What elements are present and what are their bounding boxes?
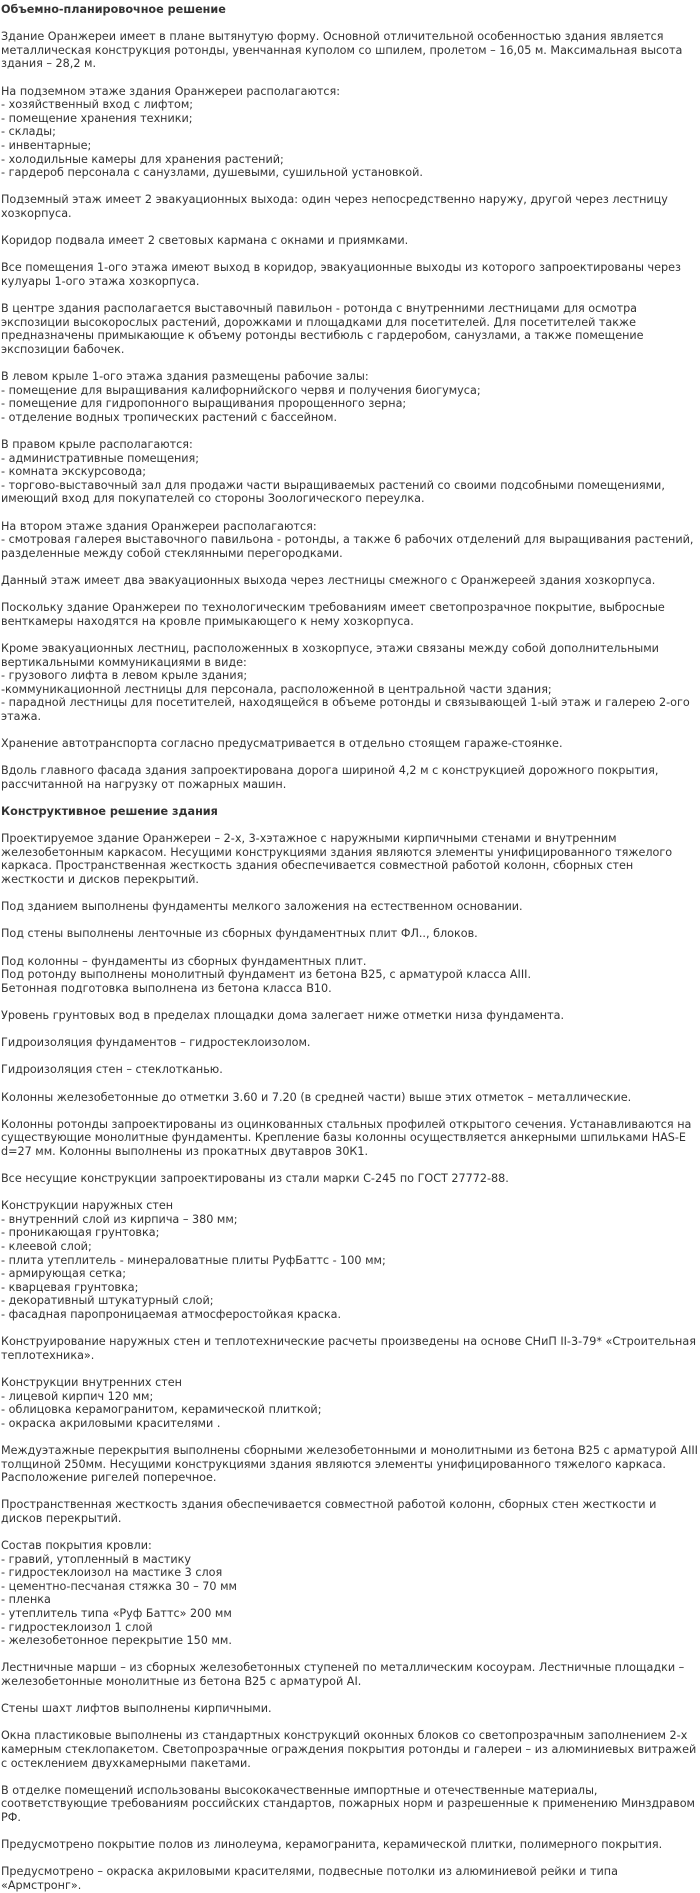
paragraph (1, 1539, 699, 1648)
paragraph (1, 1036, 699, 1050)
paragraph (1, 1865, 699, 1892)
paragraph-text: На подземном этаже здания Оранжереи располагаются: (1, 84, 341, 98)
list-item: - помещение для выращивания калифорнийского червя и получения биогумуса; (1, 383, 481, 397)
paragraph (1, 1199, 699, 1321)
list-item: - торгово-выставочный зал для продажи части выращиваемых растений со своими подсобными помещениями, имеющий вход для покупателей со стороны Зоологического переулка. (1, 478, 665, 506)
list-item: - смотровая галерея выставочного павильона - ротонды, а также 6 рабочих отделений для выращивания растений, разделенные между собой стеклянными перегородками. (1, 533, 694, 560)
paragraph (1, 520, 699, 561)
list-item: - плита утеплитель - минераловатные плиты РуфБаттс - 100 мм; (1, 1253, 386, 1267)
paragraph-text: Вдоль главного фасада здания запроектирована дорога шириной 4,2 м с конструкцией дорожного покрытия, рассчитанной на нагрузку от пожарных машин. (1, 764, 659, 791)
paragraph (1, 438, 699, 506)
list-item: - холодильные камеры для хранения растений; (1, 152, 284, 166)
paragraph (1, 601, 699, 628)
paragraph-text: Предусмотрено – окраска акриловыми красителями, подвесные потолки из алюминиевой рейки и типа «Армстронг». (1, 1865, 618, 1892)
list-item: - кварцевая грунтовка; (1, 1280, 139, 1294)
list-item: - помещение для гидропонного выращивания пророщенного зерна; (1, 397, 407, 411)
list-item: Под ротонду выполнены монолитный фундамент из бетона В25, с арматурой класса АIII. (1, 968, 532, 982)
paragraph-text: Здание Оранжереи имеет в плане вытянутую форму. Основной отличительной особенностью здания является металлическая конструкция ротонды, увенчанная куполом со шпилем, пролетом – 16,05 м. Максимальная высота здания – 28,2 м. (1, 30, 683, 71)
section-heading: Конструктивное решение здания (1, 805, 218, 819)
list-item: - гидростеклоизол на мастике 3 слоя (1, 1566, 223, 1580)
list-item: - пленка (1, 1593, 51, 1607)
paragraph (1, 1172, 699, 1186)
list-item: - клеевой слой; (1, 1240, 92, 1254)
paragraph (1, 1729, 699, 1770)
paragraph (1, 1784, 699, 1825)
list-item: - комната экскурсовода; (1, 465, 147, 479)
paragraph (1, 737, 699, 751)
paragraph-text: Состав покрытия кровли: (1, 1539, 152, 1553)
paragraph (1, 85, 699, 180)
list-item: - декоративный штукатурный слой; (1, 1294, 214, 1308)
paragraph-text: Конструкции внутренних стен (1, 1375, 182, 1389)
paragraph-text: Данный этаж имеет два эвакуационных выхода через лестницы смежного с Оранжереей здания хозкорпуса. (1, 573, 656, 587)
list-item: Бетонная подготовка выполнена из бетона класса В10. (1, 981, 332, 995)
paragraph-text: Стены шахт лифтов выполнены кирпичными. (1, 1702, 272, 1716)
paragraph-text: Предусмотрено покрытие полов из линолеума, керамогранита, керамической плитки, полимерного покрытия. (1, 1838, 663, 1852)
paragraph (1, 574, 699, 588)
section-heading: Объемно-планировочное решение (1, 3, 226, 16)
paragraph (1, 1091, 699, 1105)
paragraph (1, 1009, 699, 1023)
paragraph (1, 30, 699, 71)
paragraph-text: Уровень грунтовых вод в пределах площадки дома залегает ниже отметки низа фундамента. (1, 1008, 565, 1022)
paragraph-text: Колонны железобетонные до отметки 3.60 и 7.20 (в средней части) выше этих отметок – металлические. (1, 1090, 632, 1104)
paragraph-text: Под колонны – фундаменты из сборных фундаментных плит. (1, 954, 367, 968)
list-item: - гидростеклоизол 1 слой (1, 1620, 153, 1634)
paragraph-text: Поскольку здание Оранжереи по технологическим требованиям имеет светопрозрачное покрытие, выбросные венткамеры находятся на кровле примыкающего к нему хозкорпуса. (1, 601, 665, 628)
paragraph (1, 764, 699, 791)
paragraph-text: В правом крыле располагаются: (1, 438, 193, 451)
list-item: - проникающая грунтовка; (1, 1226, 160, 1240)
paragraph-text: В левом крыле 1-ого этажа здания размещены рабочие залы: (1, 370, 369, 384)
list-item: - цементно-песчаная стяжка 30 – 70 мм (1, 1579, 237, 1593)
paragraph-text: Гидроизоляция фундаментов – гидростеклоизолом. (1, 1036, 311, 1050)
paragraph-text: Кроме эвакуационных лестниц, расположенных в хозкорпусе, этажи связаны между собой дополнительными вертикальными коммуникациями в виде: (1, 641, 659, 669)
list-item: - хозяйственный вход с лифтом; (1, 98, 194, 112)
paragraph (1, 1118, 699, 1159)
list-item: - фасадная паропроницаемая атмосферостойкая краска. (1, 1308, 342, 1321)
list-item: - железобетонное перекрытие 150 мм. (1, 1634, 232, 1648)
list-item: - внутренний слой из кирпича – 380 мм; (1, 1212, 238, 1226)
paragraph (1, 642, 699, 724)
paragraph-text: Конструкции наружных стен (1, 1199, 174, 1213)
list-item: - склады; (1, 125, 56, 139)
paragraph (1, 1335, 699, 1362)
paragraph-text: Колонны ротонды запроектированы из оцинкованных стальных профилей открытого сечения. Устанавливаются на существующие монолитные фундаменты. Крепление базы колонны осуществляется анкерными шпильками HAS-E d=27 мм. Колонны выполнены из прокатных двутавров 30К1. (1, 1117, 692, 1158)
list-item: - армирующая сетка; (1, 1267, 127, 1281)
paragraph (1, 900, 699, 914)
list-item: - парадной лестницы для посетителей, находящейся в объеме ротонды и связывающей 1-ый этаж и галерею 2-ого этажа. (1, 696, 690, 723)
paragraph (1, 1838, 699, 1852)
paragraph (1, 234, 699, 248)
paragraph (1, 261, 699, 288)
paragraph (1, 1063, 699, 1077)
paragraph-text: На втором этаже здания Оранжереи располагаются: (1, 519, 317, 533)
list-item: - гардероб персонала с санузлами, душевыми, сушильной установкой. (1, 166, 423, 180)
paragraph-text: Гидроизоляция стен – стеклотканью. (1, 1063, 223, 1077)
paragraph (1, 193, 699, 220)
list-item: - лицевой кирпич 120 мм; (1, 1389, 154, 1403)
list-item: - утеплитель типа «Руф Баттс» 200 мм (1, 1607, 232, 1621)
list-item: - помещение хранения техники; (1, 111, 193, 125)
paragraph (1, 1498, 699, 1525)
paragraph (1, 1444, 699, 1485)
paragraph-text: Под стены выполнены ленточные из сборных фундаментных плит ФЛ.., блоков. (1, 927, 478, 941)
paragraph-text: В отделке помещений использованы высококачественные импортные и отечественные материалы, соответствующие требованиям российских стандартов, пожарных норм и разрешенные к применению Минздравом РФ. (1, 1783, 695, 1824)
list-item: - грузового лифта в левом крыле здания; (1, 669, 248, 683)
list-item: - отделение водных тропических растений с бассейном. (1, 410, 338, 424)
paragraph-text: Проектируемое здание Оранжереи – 2-х, 3-хэтажное с наружными кирпичными стенами и внутренним железобетонным каркасом. Несущими конструкциями здания являются элементы унифицированного тяжелого каркаса. Пространственная жесткость здания обеспечивается совместной работой колонн, сборных стен жесткости и дисков перекрытий. (1, 832, 673, 886)
list-item: - окраска акриловыми красителями . (1, 1416, 221, 1430)
paragraph (1, 1702, 699, 1716)
paragraph (1, 832, 699, 886)
paragraph-text: Все несущие конструкции запроектированы из стали марки С-245 по ГОСТ 27772-88. (1, 1172, 509, 1186)
list-item: - гравий, утопленный в мастику (1, 1552, 192, 1566)
paragraph-text: Пространственная жесткость здания обеспечивается совместной работой колонн, сборных стен жесткости и дисков перекрытий. (1, 1498, 657, 1525)
paragraph-text: Под зданием выполнены фундаменты мелкого заложения на естественном основании. (1, 900, 523, 914)
paragraph-text: В центре здания располагается выставочный павильон - ротонда с внутренними лестницами для осмотра экспозиции высокорослых растений, дорожками и площадками для посетителей. Для посетителей также предназначены примыкающие к объему ротонды вестибюль с гардеробом, санузлами, а также помещение экспозиции бабочек. (1, 302, 644, 356)
list-item: - облицовка керамогранитом, керамической плиткой; (1, 1403, 322, 1417)
paragraph-text: Хранение автотранспорта согласно предусматривается в отдельно стоящем гараже-стоянке. (1, 737, 563, 751)
paragraph (1, 370, 699, 424)
paragraph-text: Окна пластиковые выполнены из стандартных конструкций оконных блоков со светопрозрачным заполнением 2-х камерным стеклопакетом. Светопрозрачные ограждения покрытия ротонды и галереи – из алюминиевых витражей с остеклением двухкамерными пакетами. (1, 1729, 697, 1770)
paragraph-text: Лестничные марши – из сборных железобетонных ступеней по металлическим косоурам. Лестничные площадки – железобетонные монолитные из бетона В25 с арматурой АI. (1, 1661, 685, 1689)
list-item: -коммуникационной лестницы для персонала, расположенной в центральной части здания; (1, 682, 552, 696)
paragraph (1, 302, 699, 356)
paragraph-text: Междуэтажные перекрытия выполнены сборными железобетонными и монолитными из бетона В25 с арматурой АIII толщиной 250мм. Несущими конструкциями здания являются элементы унифицированного тяжелого каркаса. Расположение ригелей поперечное. (1, 1443, 698, 1485)
paragraph-text: Конструирование наружных стен и теплотехнические расчеты произведены на основе СНиП II-3-79* «Строительная теплотехника». (1, 1335, 696, 1362)
paragraph-text: Коридор подвала имеет 2 световых кармана с окнами и приямками. (1, 234, 409, 248)
paragraph (1, 1376, 699, 1430)
paragraph (1, 955, 699, 996)
paragraph-text: Все помещения 1-ого этажа имеют выход в коридор, эвакуационные выходы из которого запроектированы через кулуары 1-ого этажа хозкорпуса. (1, 261, 681, 288)
list-item: - инвентарные; (1, 138, 92, 152)
list-item: - административные помещения; (1, 451, 200, 465)
paragraph (1, 1661, 699, 1688)
paragraph-text: Подземный этаж имеет 2 эвакуационных выхода: один через непосредственно наружу, другой через лестницу хозкорпуса. (1, 193, 668, 220)
paragraph (1, 927, 699, 941)
